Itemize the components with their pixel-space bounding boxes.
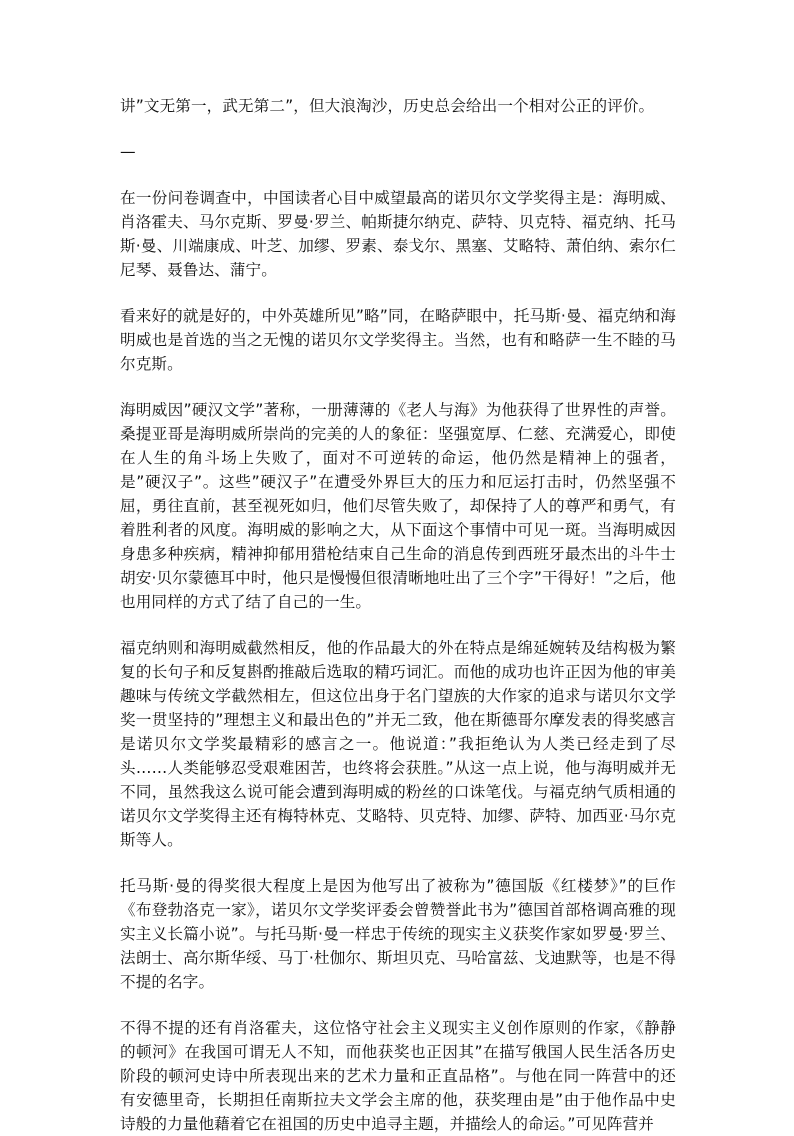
paragraph-sholokhov: 不得不提的还有肖洛霍夫，这位恪守社会主义现实主义创作原则的作家，《静静的顿河》在我国可谓无人不知，而他获奖也正因其”在描写俄国人民生活各历史阶段的顿河史诗中所表现出来的艺术力量和正直品格”。与他在同一阵营中的还有安德里奇，长期担任南斯拉夫文学会主席的他，获奖理由是”由于他作品中史诗般的力量他藉着它在祖国的历史中追寻主题，并描绘人的命运。”可见阵营并 [120, 1019, 676, 1133]
paragraph-survey: 在一份问卷调查中，中国读者心目中威望最高的诺贝尔文学奖得主是：海明威、肖洛霍夫、马尔克斯、罗曼·罗兰、帕斯捷尔纳克、萨特、贝克特、福克纳、托马斯·曼、川端康成、叶芝、加缪、罗素、泰戈尔、黑塞、艾略特、萧伯纳、索尔仁尼琴、聂鲁达、蒲宁。 [120, 189, 676, 279]
paragraph-gap [120, 164, 676, 186]
document-body [120, 94, 676, 1136]
paragraph-gap [120, 852, 676, 874]
paragraph-gap [120, 376, 676, 398]
paragraph-gap [120, 282, 676, 304]
paragraph-hemingway: 海明威因”硬汉文学”著称，一册薄薄的《老人与海》为他获得了世界性的声誉。桑提亚哥是海明威所崇尚的完美的人的象征：坚强宽厚、仁慈、充满爱心，即使在人生的角斗场上失败了，面对不可逆转的命运，他仍然是精神上的强者，是”硬汉子”。这些”硬汉子”在遭受外界巨大的压力和厄运打击时，仍然坚强不屈，勇往直前，甚至视死如归，他们尽管失败了，却保持了人的尊严和勇气，有着胜利者的风度。海明威的影响之大，从下面这个事情中可见一斑。当海明威因身患多种疾病，精神抑郁用猎枪结束自己生命的消息传到西班牙最杰出的斗牛士胡安·贝尔蒙德耳中时，他只是慢慢但很清晰地吐出了三个字”干得好！”之后，他也用同样的方式了结了自己的一生。 [120, 401, 676, 611]
paragraph-thomas-mann: 托马斯·曼的得奖很大程度上是因为他写出了被称为”德国版《红楼梦》”的巨作《布登勃洛克一家》，诺贝尔文学奖评委会曾赞誉此书为”德国首部格调高雅的现实主义长篇小说”。与托马斯·曼一样忠于传统的现实主义获奖作家如罗曼·罗兰、法朗士、高尔斯华绥、马丁·杜伽尔、斯坦贝克、马哈富兹、戈迪默等，也是不得不提的名字。 [120, 877, 676, 991]
paragraph-faulkner: 福克纳则和海明威截然相反，他的作品最大的外在特点是绵延婉转及结构极为繁复的长句子和反复斟酌推敲后选取的精巧词汇。而他的成功也许正因为他的审美趣味与传统文学截然相左，但这位出身于名门望族的大作家的追求与诺贝尔文学奖一贯坚持的”理想主义和最出色的”并无二致，他在斯德哥尔摩发表的得奖感言是诺贝尔文学奖最精彩的感言之一。他说道：”我拒绝认为人类已经走到了尽头……人类能够忍受艰难困苦，也终将会获胜。”从这一点上说，他与海明威并无不同，虽然我这么说可能会遭到海明威的粉丝的口诛笔伐。与福克纳气质相通的诺贝尔文学奖得主还有梅特林克、艾略特、贝克特、加缪、萨特、加西亚·马尔克斯等人。 [120, 639, 676, 849]
paragraph-gap [120, 118, 676, 140]
section-dash: — [120, 143, 136, 161]
paragraph-opening: 讲”文无第一，武无第二”，但大浪淘沙，历史总会给出一个相对公正的评价。 [120, 97, 655, 115]
paragraph-gap [120, 614, 676, 636]
paragraph-gap [120, 994, 676, 1016]
paragraph-llosa: 看来好的就是好的，中外英雄所见”略”同，在略萨眼中，托马斯·曼、福克纳和海明威也是首选的当之无愧的诺贝尔文学奖得主。当然，也有和略萨一生不睦的马尔克斯。 [120, 307, 676, 373]
